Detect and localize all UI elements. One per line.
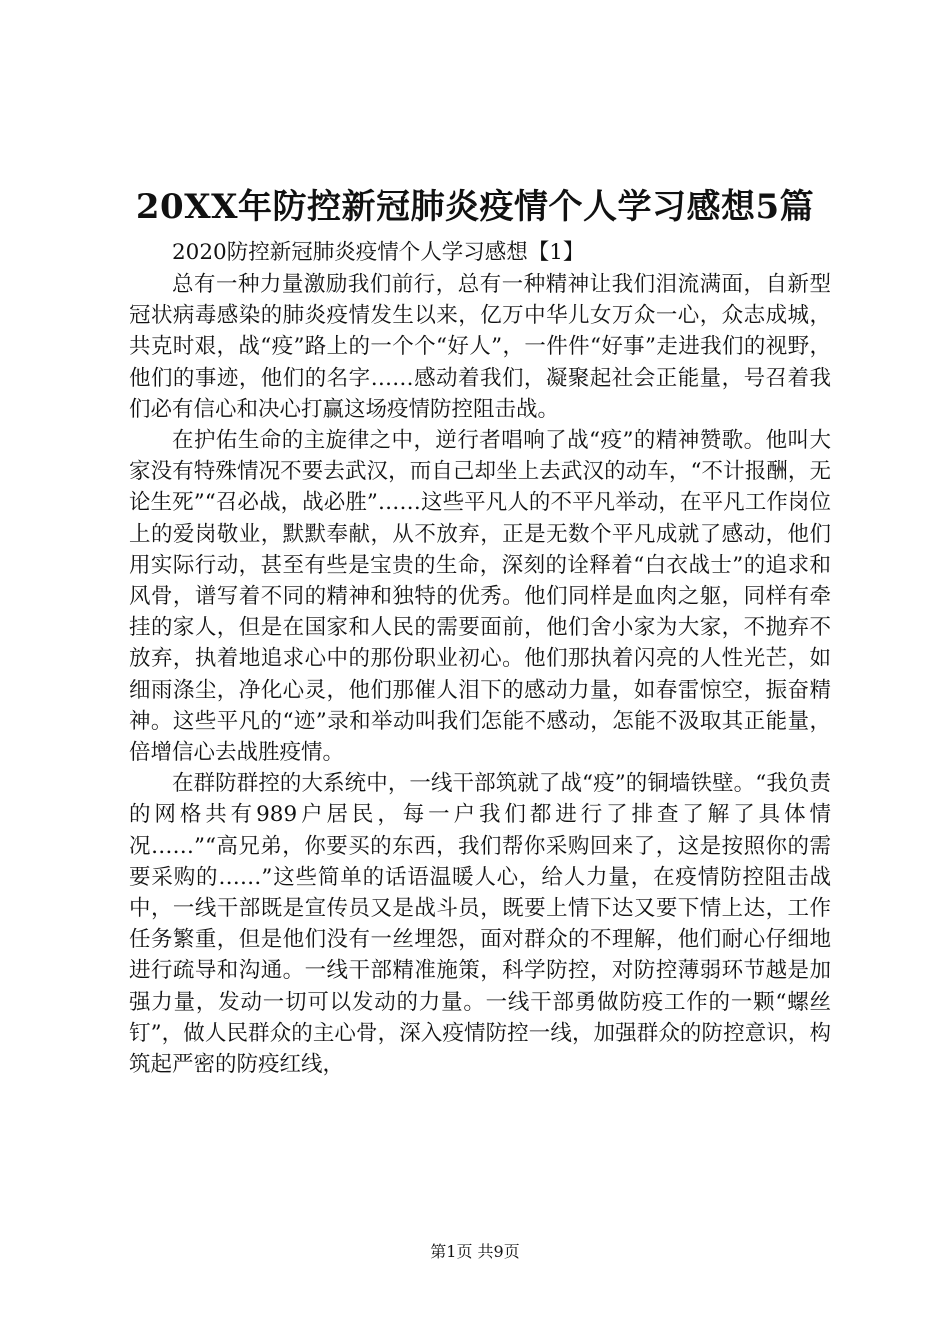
- paragraph-2: 在护佑生命的主旋律之中，逆行者唱响了战“疫”的精神赞歌。他叫大家没有特殊情况不要去武汉，而自己却坐上去武汉的动车，“不计报酬，无论生死”“召必战，战必胜”……这些平凡人的不平凡举动，在平凡工作岗位上的爱岗敬业，默默奉献，从不放弃，正是无数个平凡成就了感动，他们用实际行动，甚至有些是宝贵的生命，深刻的诠释着“白衣战士”的追求和风骨，谱写着不同的精神和独特的优秀。他们同样是血肉之躯，同样有牵挂的家人，但是在国家和人民的需要面前，他们舍小家为大家，不抛弃不放弃，执着地追求心中的那份职业初心。他们那执着闪亮的人性光芒，如细雨涤尘，净化心灵，他们那催人泪下的感动力量，如春雷惊空，振奋精神。这些平凡的“迹”录和举动叫我们怎能不感动，怎能不汲取其正能量，倍增信心去战胜疫情。: [129, 428, 831, 766]
- document-body: [129, 269, 831, 1080]
- section-heading: 2020防控新冠肺炎疫情个人学习感想【1】: [172, 240, 585, 265]
- paragraph-3: 在群防群控的大系统中，一线干部筑就了战“疫”的铜墙铁壁。“我负责的网格共有989户居民，每一户我们都进行了排查了解了具体情况……”“高兄弟，你要买的东西，我们帮你采购回来了，这是按照你的需要采购的……”这些简单的话语温暖人心，给人力量，在疫情防控阻击战中，一线干部既是宣传员又是战斗员，既要上情下达又要下情上达，工作任务繁重，但是他们没有一丝埋怨，面对群众的不理解，他们耐心仔细地进行疏导和沟通。一线干部精准施策，科学防控，对防控薄弱环节越是加强力量，发动一切可以发动的力量。一线干部勇做防疫工作的一颗“螺丝钉”，做人民群众的主心骨，深入疫情防控一线，加强群众的防控意识，构筑起严密的防疫红线，: [129, 771, 831, 1078]
- document-title: 20XX年防控新冠肺炎疫情个人学习感想5篇: [135, 187, 815, 227]
- paragraph-1: 总有一种力量激励我们前行，总有一种精神让我们泪流满面，自新型冠状病毒感染的肺炎疫情发生以来，亿万中华儿女万众一心，众志成城，共克时艰，战“疫”路上的一个个“好人”，一件件“好事”走进我们的视野，他们的事迹，他们的名字……感动着我们，凝聚起社会正能量，号召着我们必有信心和决心打赢这场疫情防控阻击战。: [129, 272, 831, 422]
- page-number-footer: 第1页 共9页: [430, 1242, 520, 1261]
